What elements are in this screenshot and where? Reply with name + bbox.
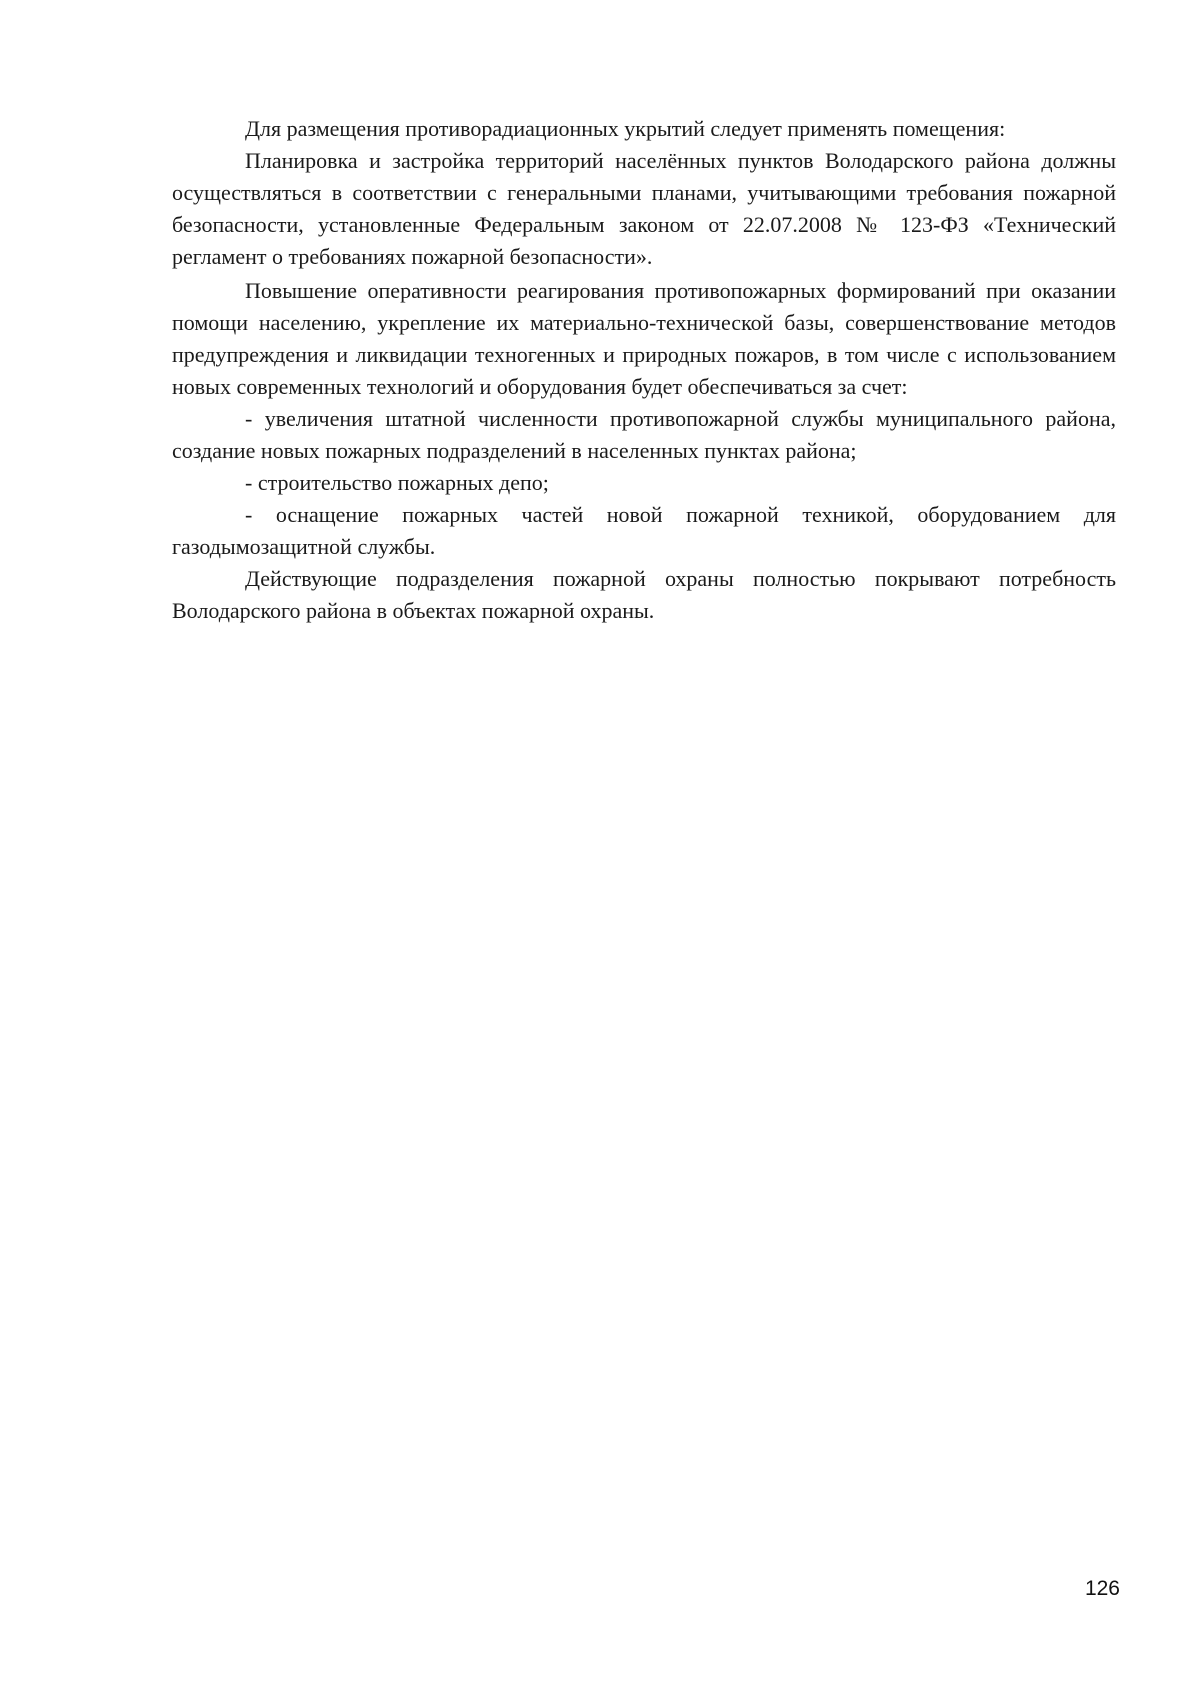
list-item-equipment: - оснащение пожарных частей новой пожарной техникой, оборудованием для газодымозащитной службы. [172, 502, 1116, 559]
document-body [172, 113, 1116, 627]
paragraph-shelters: Для размещения противорадиационных укрытий следует применять помещения: [245, 116, 1006, 141]
paragraph-efficiency: Повышение оперативности реагирования противопожарных формирований при оказании помощи населению, укрепление их материально-технической базы, совершенствование методов предупреждения и ликвидации техногенных и природных пожаров, в том числе с использованием новых современных технологий и оборудования будет обеспечиваться за счет: [172, 278, 1116, 399]
paragraph-planning: Планировка и застройка территорий населённых пунктов Володарского района должны осуществляться в соответствии с генеральными планами, учитывающими требования пожарной безопасности, установленные Федеральным законом от 22.07.2008 № 123-ФЗ «Технический регламент о требованиях пожарной безопасности». [172, 148, 1116, 269]
page-number: 126 [1084, 1577, 1120, 1600]
paragraph-coverage: Действующие подразделения пожарной охраны полностью покрывают потребность Володарского района в объектах пожарной охраны. [172, 566, 1116, 623]
list-item-staff: - увеличения штатной численности противопожарной службы муниципального района, создание новых пожарных подразделений в населенных пунктах района; [172, 406, 1116, 463]
list-item-depots: - строительство пожарных депо; [245, 470, 549, 495]
